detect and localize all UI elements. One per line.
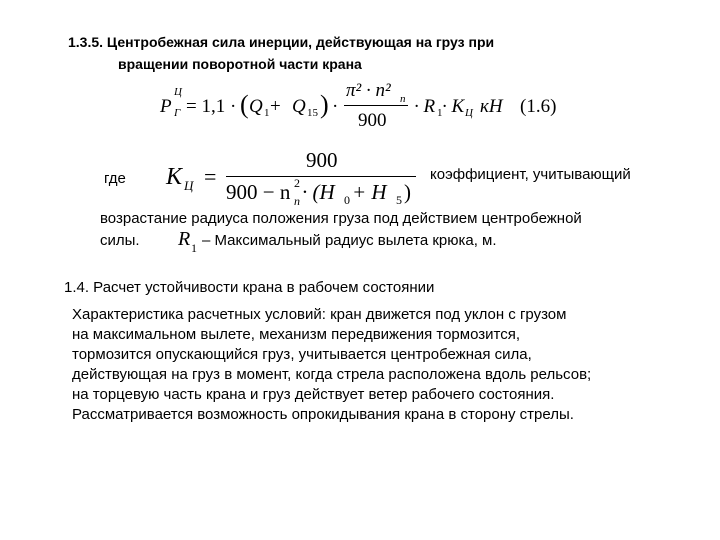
r1-label: R [178,228,191,250]
formula2-den-plus: + H [352,180,387,204]
formula2-den-900: 900 − n [226,180,291,204]
body-line-6: Рассматривается возможность опрокидывания крана в сторону стрелы. [72,406,574,423]
body-line-3: тормозится опускающийся груз, учитывается центробежная сила, [72,346,532,363]
formula1-r1-sub: 1 [437,107,443,119]
growth-text-line-1: возрастание радиуса положения груза под действием центробежной [100,210,582,227]
heading-line-1: 1.3.5. Центробежная сила инерции, действующая на груз при [68,34,495,50]
formula-k-coefficient [166,150,426,210]
formula1-numerator: π² · n² [346,80,391,101]
formula2-den-close: ) [404,180,411,204]
formula1-r1: · R [414,96,436,117]
formula1-q15-sub: 15 [307,107,318,119]
formula1-plus: + [270,96,281,117]
formula1-q15: Q [292,96,306,117]
formula1-q1: Q [249,96,263,117]
formula2-lhs: K [166,164,183,190]
r1-description: – Максимальный радиус вылета крюка, м. [202,232,497,249]
formula-centrifugal-force [160,80,580,140]
formula1-dot: · [332,96,339,117]
formula1-lhs-sub: Г [174,107,181,119]
formula1-lhs: P [160,96,172,117]
formula1-close-paren: ) [320,90,329,119]
formula2-lhs-sub: Ц [184,178,194,193]
formula1-denominator: 900 [358,110,387,131]
formula2-fraction-bar [226,176,416,177]
formula1-open-paren: ( [240,90,249,119]
section-title: 1.4. Расчет устойчивости крана в рабочем состоянии [64,279,435,296]
body-line-5: на торцевую часть крана и груз действует ветер рабочего состояния. [72,386,555,403]
growth-text-line-2: силы. [100,232,140,249]
formula1-numerator-sub: п [400,93,406,105]
formula2-h0-sub: 0 [344,193,350,207]
formula1-k: · K [442,96,465,117]
formula1-fraction-bar [344,105,408,106]
formula2-den-sup: 2 [294,176,300,190]
formula1-unit: кН [480,96,503,117]
formula1-lhs-sup: Ц [174,86,182,98]
formula1-coef: = 1,1 · [186,96,237,117]
body-line-4: действующая на груз в момент, когда стрела расположена вдоль рельсов; [72,366,592,383]
formula2-numerator: 900 [306,148,338,172]
formula1-k-sub: Ц [465,107,473,119]
body-paragraph [72,305,591,425]
formula2-den-sub: п [294,194,300,208]
formula2-den-mid: · (H [302,180,335,204]
r1-label-sub: 1 [191,241,197,255]
heading-line-2: вращении поворотной части крана [118,56,362,72]
formula1-q1-sub: 1 [264,107,270,119]
coef-text: коэффициент, учитывающий [430,166,631,183]
body-line-1: Характеристика расчетных условий: кран движется под уклон с грузом [72,306,567,323]
formula2-h5-sub: 5 [396,193,402,207]
where-label: где [104,170,126,187]
formula1-number: (1.6) [520,96,557,117]
body-line-2: на максимальном вылете, механизм передвижения тормозится, [72,326,521,343]
formula2-equals: = [204,164,217,189]
